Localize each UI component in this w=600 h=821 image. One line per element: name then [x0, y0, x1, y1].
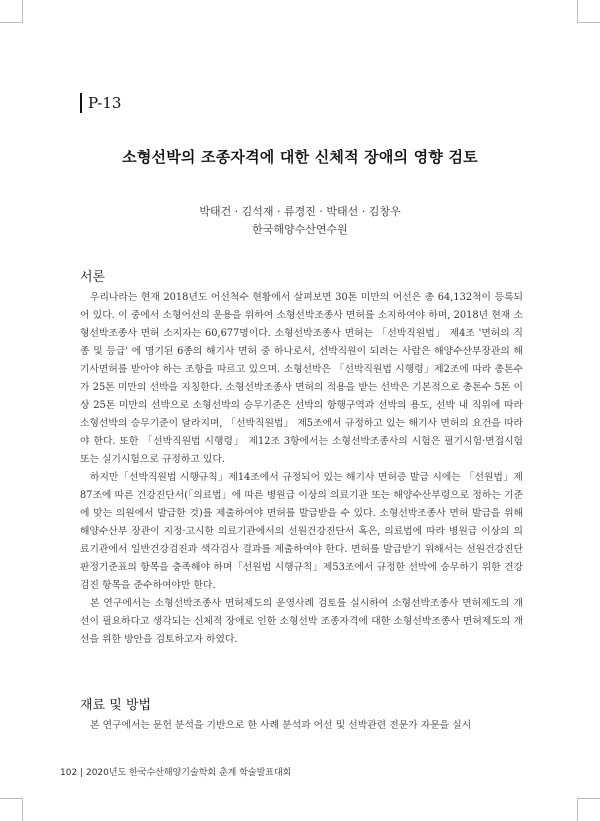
page-footer: [60, 765, 291, 778]
intro-paragraph: 본 연구에서는 소형선박조종사 면허제도의 운영사례 검토를 실시하여 소형선박조종사 면허제도의 개선이 필요하다고 생각되는 신체적 장애로 인한 소형선박 조종자격에 대한 소형선박조종사 면허제도의 개선을 위한 방안을 검토하고자 하였다.: [80, 598, 523, 645]
crop-mark-bottom-right: [577, 798, 600, 821]
page-number: 102: [60, 768, 78, 778]
methods-body: [80, 717, 523, 735]
crop-mark-top-right: [577, 0, 600, 23]
paper-id: P-13: [80, 93, 121, 113]
author-list: 박태건 · 김석재 · 류경진 · 박태선 · 김창우: [199, 205, 401, 218]
paper-title: 소형선박의 조종자격에 대한 신체적 장애의 영향 검토: [122, 148, 478, 166]
conference-name: 2020년도 한국수산해양기술학회 춘계 학술발표대회: [85, 768, 292, 778]
intro-body: [80, 289, 523, 649]
intro-paragraph: 우리나라는 현재 2018년도 어선척수 현황에서 살펴보면 30톤 미만의 어선은 총 64,132척이 등록되어 있다. 이 중에서 소형어선의 운용을 위하여 소형선박조종사 면허를 소지하여야 하며, 2018년 현재 소형선박조종사 면허 소지자는 60,677명이다. 소형선박조종사 면허는 「선박직원법」 제4조 '면허의 직종 및 등급' 에 명기된 6종의 해기사 면허 중 하나로서, 선박직원이 되려는 사람은 해양수산부장관의 해기사면허를 받아야 하는 조항을 따르고 있으며. 소형선박은 「선박직원법 시행령」제2조에 따라 총톤수가 25톤 미만의 선박을 지칭한다. 소형선박조종사 면허의 적용을 받는 선박은 기본적으로 총톤수 5톤 이상 25톤 미만의 선박으로 소형선박의 승무기준은 선박의 항행구역과 선박의 용도, 선박 내 직위에 따라 소형선박의 승무기준이 달라지며, 「선박직원법」 제5조에서 규정하고 있는 해기사 면허의 요건을 따라야 한다. 또한 「선박직원법 시행령」 제12조 3항에서는 소형선박조종사의 시험은 필기시험·면접시험 또는 실기시험으로 규정하고 있다.: [80, 292, 523, 465]
section-heading-methods: 재료 및 방법: [80, 698, 152, 713]
crop-mark-top-left: [0, 0, 23, 23]
affiliation: 한국해양수산연수원: [252, 223, 348, 236]
intro-paragraph: 하지만「선박직원법 시행규칙」제14조에서 규정되어 있는 해기사 면허증 발급 시에는 「선원법」제87조에 따른 건강진단서(「의료법」에 따른 병원급 이상의 의료기관 또는 해양수산부령으로 정하는 기준에 맞는 의원에서 발급한 것)를 제출하여야 면허를 발급받을 수 있다. 소형선박조종사 면허 발급을 위해 해양수산부 장관이 지정·고시한 의료기관에서의 선원건강진단서 혹은, 의료법에 따라 병원급 이상의 의료기관에서 일반건강검진과 색각검사 결과를 제출하여야 한다. 면허를 발급받기 위해서는 선원건강진단 판정기준표의 항목을 충족해야 하며「선원법 시행규칙」제53조에서 규정한 선박에 승무하기 위한 건강검진 항목을 준수하여야만 한다.: [80, 472, 523, 591]
methods-paragraph: 본 연구에서는 문헌 분석을 기반으로 한 사례 분석과 어선 및 선박관련 전문가 자문을 실시: [90, 720, 472, 731]
footer-separator: |: [80, 768, 84, 778]
section-heading-intro: 서론: [80, 270, 106, 285]
crop-mark-bottom-left: [0, 798, 23, 821]
